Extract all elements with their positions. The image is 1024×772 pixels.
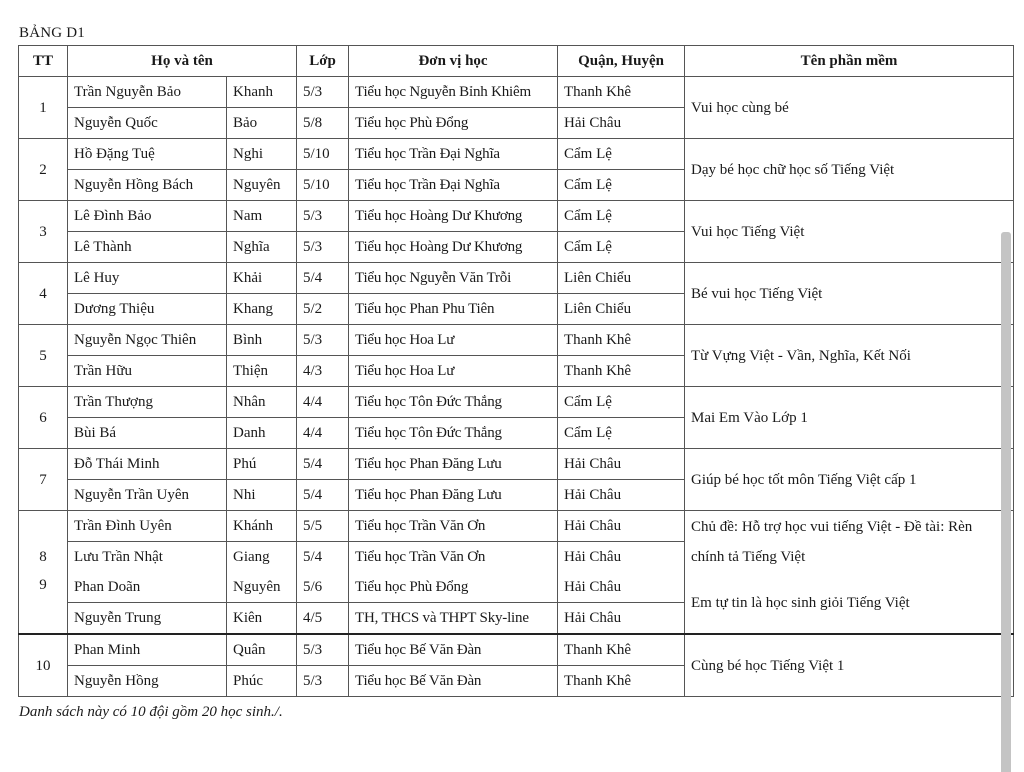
student-school: Tiểu học Trần Đại Nghĩa: [349, 170, 558, 201]
student-school: Tiểu học Hoàng Dư Khương: [349, 201, 558, 232]
student-class: 5/3: [297, 201, 349, 232]
student-class: 5/4: [297, 449, 349, 480]
table-row: [19, 449, 1014, 480]
student-given-name: Nguyên: [227, 572, 297, 603]
student-class: 5/3: [297, 634, 349, 666]
student-district: Liên Chiểu: [558, 263, 685, 294]
student-school: Tiểu học Trần Văn Ơn: [349, 511, 558, 542]
student-surname: Phan Doãn: [68, 572, 227, 603]
team-number: 7: [19, 449, 68, 511]
table-row: [19, 139, 1014, 170]
student-class: 5/4: [297, 480, 349, 511]
student-surname: Lê Huy: [68, 263, 227, 294]
student-district: Thanh Khê: [558, 356, 685, 387]
student-given-name: Khanh: [227, 77, 297, 108]
student-district: Cẩm Lệ: [558, 201, 685, 232]
student-school: Tiểu học Trần Đại Nghĩa: [349, 139, 558, 170]
summary-note: Danh sách này có 10 đội gồm 20 học sinh./.: [19, 704, 283, 720]
student-given-name: Khánh: [227, 511, 297, 542]
student-district: Thanh Khê: [558, 325, 685, 356]
student-class: 5/8: [297, 108, 349, 139]
student-district: Thanh Khê: [558, 634, 685, 666]
student-given-name: Kiên: [227, 603, 297, 635]
student-surname: Trần Thượng: [68, 387, 227, 418]
software-name: [685, 511, 1014, 573]
student-district: Hải Châu: [558, 449, 685, 480]
team-number: 5: [19, 325, 68, 387]
table-row: [19, 77, 1014, 108]
student-surname: Nguyễn Trần Uyên: [68, 480, 227, 511]
header-school: Đơn vị học: [349, 46, 558, 77]
student-district: Cẩm Lệ: [558, 170, 685, 201]
team-number: 1: [19, 77, 68, 139]
student-district: Hải Châu: [558, 511, 685, 542]
student-given-name: Bình: [227, 325, 297, 356]
student-given-name: Giang: [227, 542, 297, 573]
student-surname: Nguyễn Trung: [68, 603, 227, 635]
student-surname: Trần Đình Uyên: [68, 511, 227, 542]
student-given-name: Bảo: [227, 108, 297, 139]
student-class: 5/4: [297, 542, 349, 573]
software-name: Từ Vựng Việt - Vần, Nghĩa, Kết Nối: [685, 325, 1014, 387]
student-given-name: Khải: [227, 263, 297, 294]
student-given-name: Phú: [227, 449, 297, 480]
student-school: Tiểu học Trần Văn Ơn: [349, 542, 558, 573]
team-number: 3: [19, 201, 68, 263]
vertical-scrollbar-thumb[interactable]: [1001, 232, 1011, 772]
student-given-name: Nhi: [227, 480, 297, 511]
table-row: [19, 201, 1014, 232]
student-district: Cẩm Lệ: [558, 232, 685, 263]
table-caption: BẢNG D1: [19, 25, 85, 41]
student-given-name: Nghĩa: [227, 232, 297, 263]
team-number: 6: [19, 387, 68, 449]
student-class: 5/3: [297, 232, 349, 263]
student-surname: Trần Hữu: [68, 356, 227, 387]
student-given-name: Phúc: [227, 666, 297, 697]
student-district: Hải Châu: [558, 480, 685, 511]
table-row: [19, 572, 1014, 603]
student-class: 4/4: [297, 387, 349, 418]
software-name: Mai Em Vào Lớp 1: [685, 387, 1014, 449]
student-school: TH, THCS và THPT Sky-line: [349, 603, 558, 635]
student-class: 5/10: [297, 170, 349, 201]
student-surname: Đỗ Thái Minh: [68, 449, 227, 480]
student-school: Tiểu học Tôn Đức Thắng: [349, 418, 558, 449]
table-row: [19, 387, 1014, 418]
header-district: Quận, Huyện: [558, 46, 685, 77]
software-name: Vui học Tiếng Việt: [685, 201, 1014, 263]
student-school: Tiểu học Tôn Đức Thắng: [349, 387, 558, 418]
student-surname: Nguyễn Hồng Bách: [68, 170, 227, 201]
student-class: 5/3: [297, 666, 349, 697]
student-school: Tiểu học Hoàng Dư Khương: [349, 232, 558, 263]
student-team-table: [18, 45, 1014, 697]
software-name-line: chính tả Tiếng Việt: [691, 548, 806, 565]
header-class: Lớp: [297, 46, 349, 77]
table-row: [19, 634, 1014, 666]
team-number: 4: [19, 263, 68, 325]
software-name: Vui học cùng bé: [685, 77, 1014, 139]
software-name: Em tự tin là học sinh giỏi Tiếng Việt: [685, 572, 1014, 634]
software-name: Cùng bé học Tiếng Việt 1: [685, 634, 1014, 697]
team-number: 2: [19, 139, 68, 201]
student-given-name: Nhân: [227, 387, 297, 418]
student-district: Hải Châu: [558, 603, 685, 635]
student-district: Thanh Khê: [558, 666, 685, 697]
student-school: Tiểu học Phù Đổng: [349, 572, 558, 603]
student-surname: Dương Thiệu: [68, 294, 227, 325]
software-name-line: Chủ đề: Hỗ trợ học vui tiếng Việt - Đề tài: Rèn: [691, 518, 973, 535]
student-district: Thanh Khê: [558, 77, 685, 108]
student-district: Hải Châu: [558, 572, 685, 603]
student-class: 5/5: [297, 511, 349, 542]
student-given-name: Nguyên: [227, 170, 297, 201]
student-given-name: Nghi: [227, 139, 297, 170]
student-school: Tiểu học Bế Văn Đàn: [349, 666, 558, 697]
software-name: Dạy bé học chữ học số Tiếng Việt: [685, 139, 1014, 201]
student-school: Tiểu học Nguyễn Bỉnh Khiêm: [349, 77, 558, 108]
student-surname: Nguyễn Quốc: [68, 108, 227, 139]
student-school: Tiểu học Hoa Lư: [349, 356, 558, 387]
student-given-name: Nam: [227, 201, 297, 232]
student-surname: Nguyễn Hồng: [68, 666, 227, 697]
student-given-name: Danh: [227, 418, 297, 449]
student-surname: Phan Minh: [68, 634, 227, 666]
header-name: Họ và tên: [68, 46, 297, 77]
student-surname: Trần Nguyễn Bảo: [68, 77, 227, 108]
student-class: 5/3: [297, 325, 349, 356]
student-school: Tiểu học Phan Đăng Lưu: [349, 449, 558, 480]
student-school: Tiểu học Phan Đăng Lưu: [349, 480, 558, 511]
student-district: Cẩm Lệ: [558, 139, 685, 170]
student-surname: Hồ Đặng Tuệ: [68, 139, 227, 170]
student-district: Cẩm Lệ: [558, 387, 685, 418]
table-row: [19, 263, 1014, 294]
table-header-row: [19, 46, 1014, 77]
team-number: 8: [19, 511, 68, 573]
student-class: 4/3: [297, 356, 349, 387]
student-school: Tiểu học Phan Phu Tiên: [349, 294, 558, 325]
student-surname: Lưu Trần Nhật: [68, 542, 227, 573]
student-given-name: Khang: [227, 294, 297, 325]
student-class: 5/10: [297, 139, 349, 170]
table-row: [19, 511, 1014, 542]
software-name: Giúp bé học tốt môn Tiếng Việt cấp 1: [685, 449, 1014, 511]
student-class: 5/2: [297, 294, 349, 325]
student-district: Liên Chiểu: [558, 294, 685, 325]
student-surname: Lê Đình Bảo: [68, 201, 227, 232]
team-number: 9: [19, 572, 68, 634]
student-school: Tiểu học Hoa Lư: [349, 325, 558, 356]
student-school: Tiểu học Bế Văn Đàn: [349, 634, 558, 666]
student-district: Hải Châu: [558, 542, 685, 573]
student-district: Hải Châu: [558, 108, 685, 139]
table-row: [19, 325, 1014, 356]
student-surname: Lê Thành: [68, 232, 227, 263]
team-number: 10: [19, 634, 68, 697]
student-surname: Bùi Bá: [68, 418, 227, 449]
student-given-name: Quân: [227, 634, 297, 666]
student-school: Tiểu học Phù Đổng: [349, 108, 558, 139]
student-class: 4/4: [297, 418, 349, 449]
software-name: Bé vui học Tiếng Việt: [685, 263, 1014, 325]
student-district: Cẩm Lệ: [558, 418, 685, 449]
student-class: 5/4: [297, 263, 349, 294]
header-tt: TT: [19, 46, 68, 77]
student-school: Tiểu học Nguyễn Văn Trỗi: [349, 263, 558, 294]
student-class: 4/5: [297, 603, 349, 635]
student-class: 5/3: [297, 77, 349, 108]
student-class: 5/6: [297, 572, 349, 603]
header-software: Tên phần mềm: [685, 46, 1014, 77]
student-surname: Nguyễn Ngọc Thiên: [68, 325, 227, 356]
student-given-name: Thiện: [227, 356, 297, 387]
